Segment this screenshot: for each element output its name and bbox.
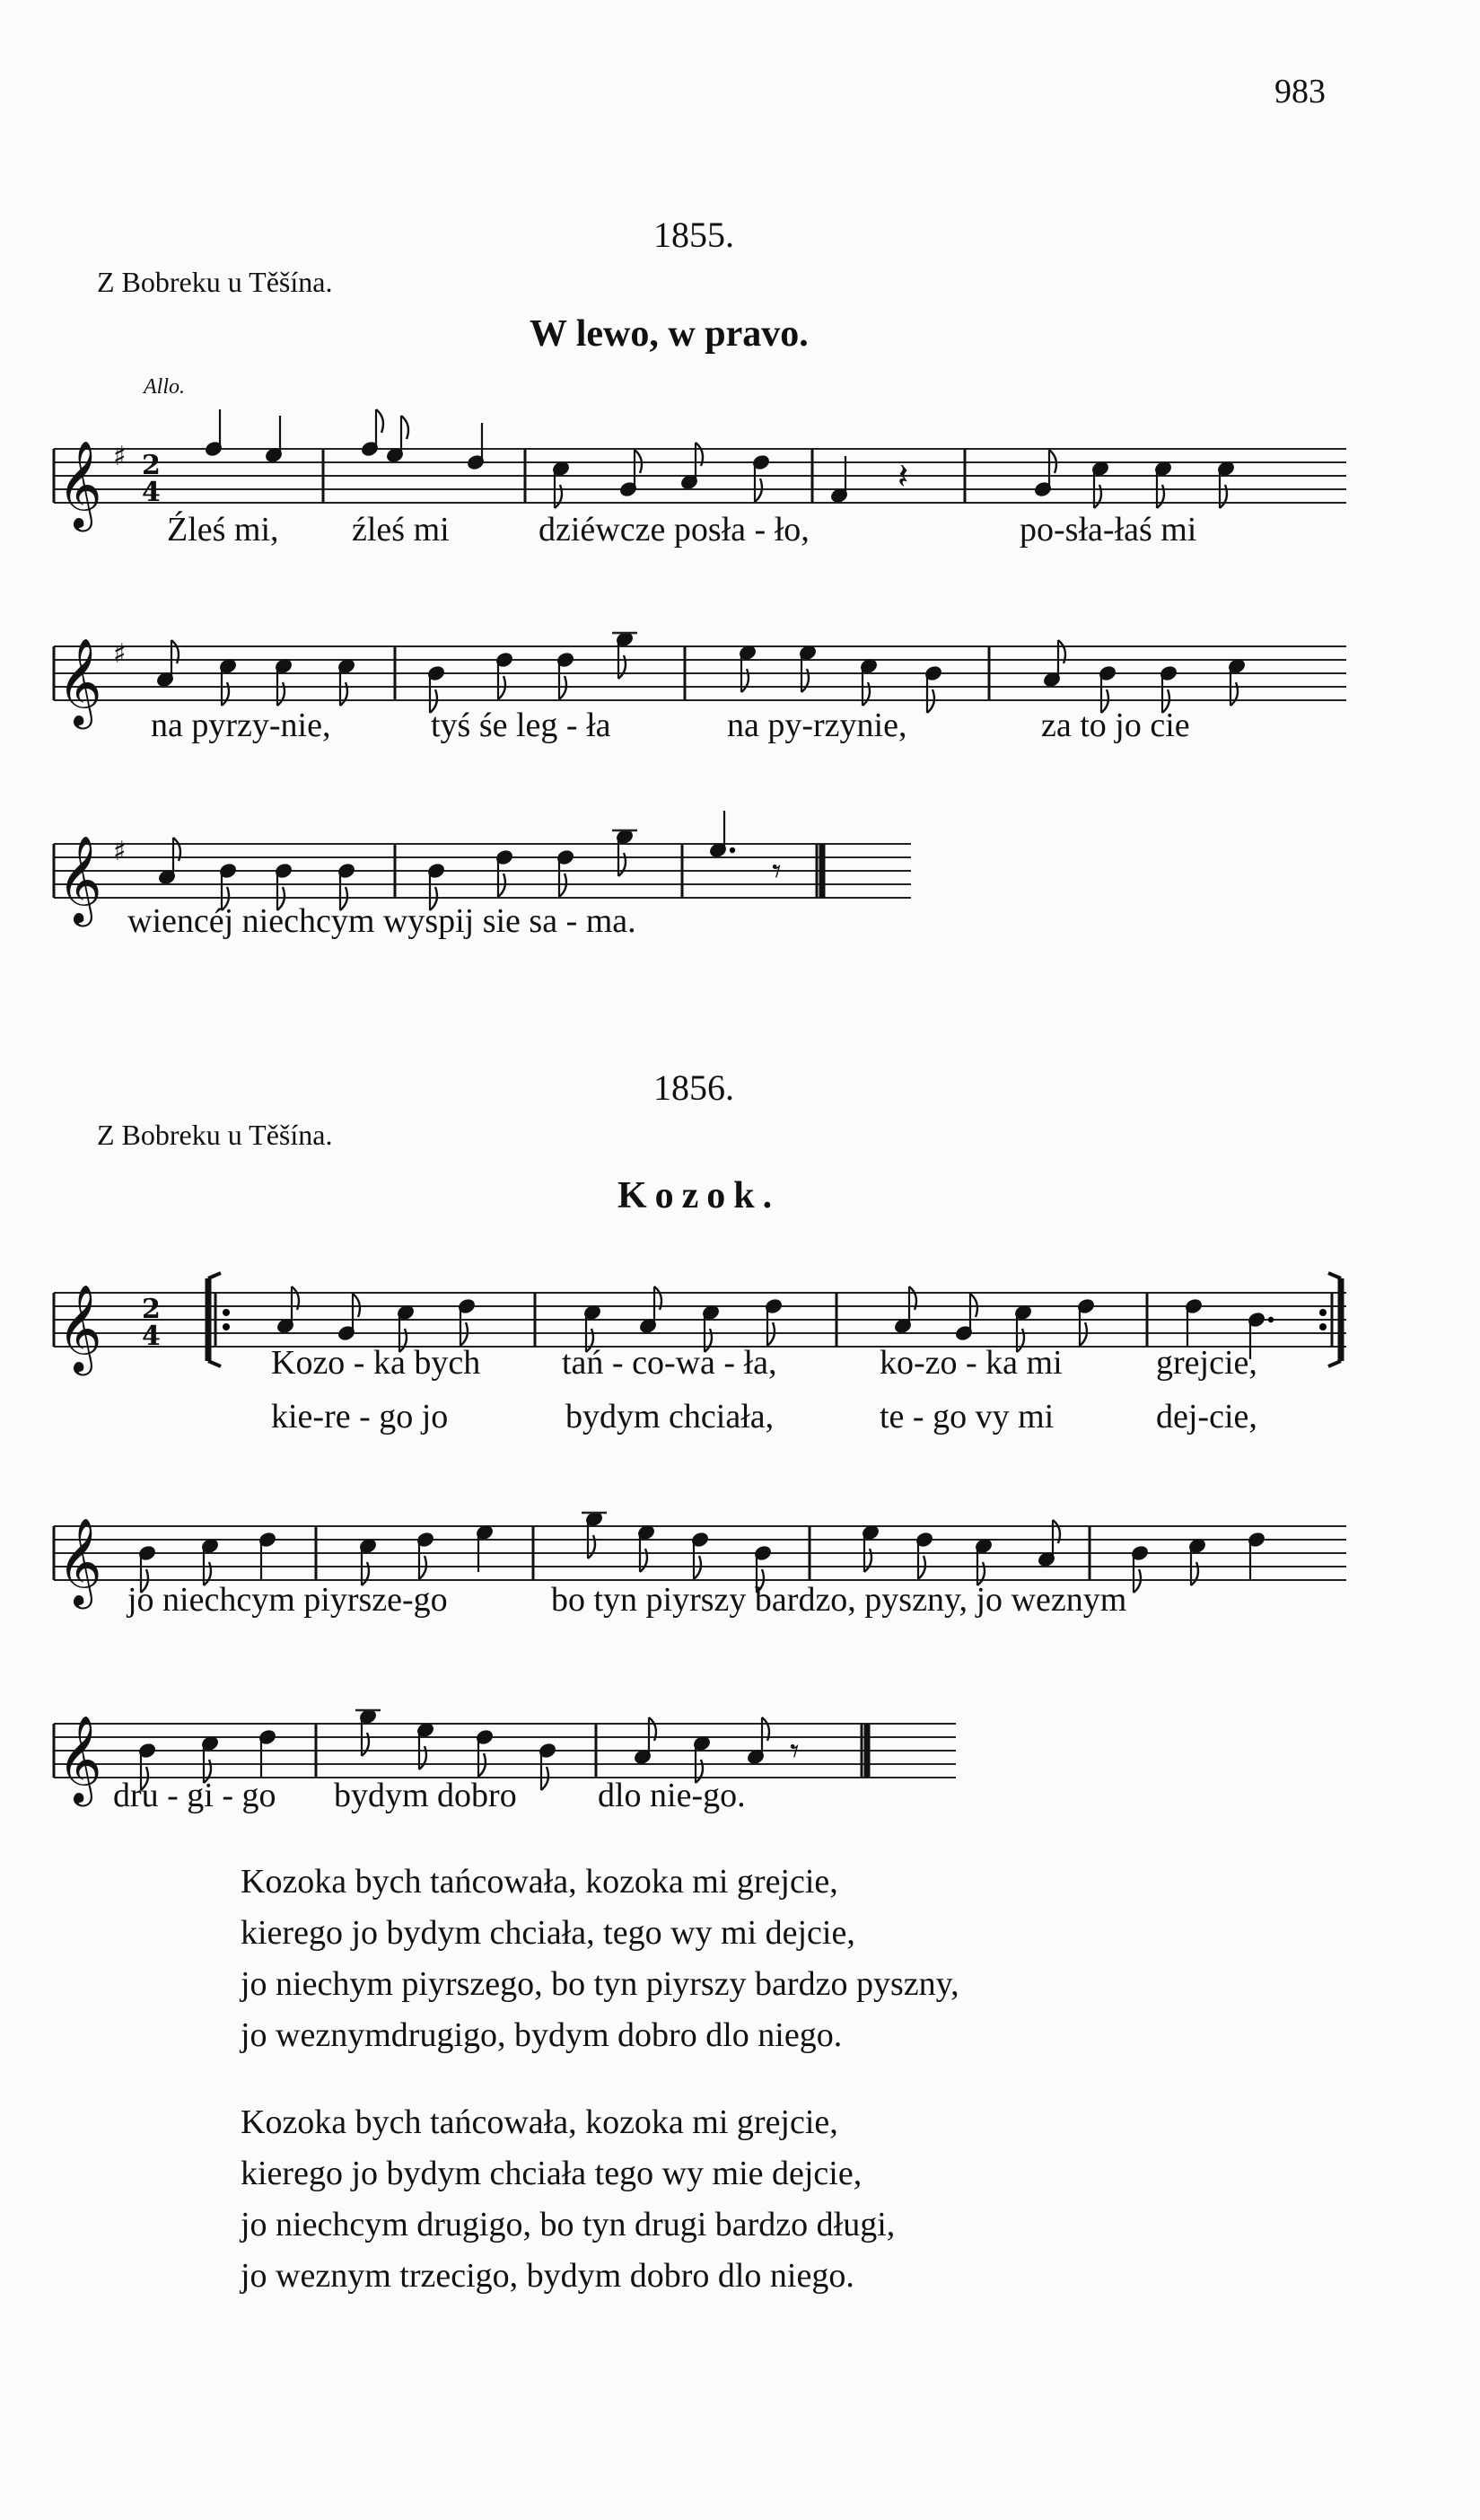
- lyric-text: dlo nie-go.: [598, 1777, 746, 1814]
- music-note: [862, 1524, 880, 1572]
- song-source: Z Bobreku u Těšína.: [97, 266, 333, 298]
- music-note: [201, 1538, 219, 1585]
- music-note: [637, 1524, 655, 1572]
- song-number: 1855.: [653, 215, 734, 255]
- lyric-text: wiencéj niechcym wyspij sie sa - ma.: [127, 902, 636, 940]
- stanza-line: Kozoka bych tańcowała, kozoka mi grejcie,: [241, 1863, 838, 1901]
- rest-icon: 𝄾: [772, 851, 782, 892]
- music-note: [924, 665, 942, 713]
- music-note: [458, 1298, 476, 1346]
- music-note: [860, 658, 878, 706]
- treble-clef-icon: 𝄞: [57, 440, 102, 528]
- time-signature-bottom: 4: [142, 1321, 161, 1352]
- music-note: [1131, 1545, 1149, 1593]
- song-title: W lewo, w pravo.: [530, 313, 809, 355]
- music-note: [219, 658, 237, 706]
- song-title: Kozok.: [617, 1175, 781, 1216]
- stanza-line: Kozoka bych tańcowała, kozoka mi grejcie,: [241, 2103, 838, 2141]
- music-note: [359, 1538, 377, 1585]
- treble-clef-icon: 𝄞: [57, 835, 102, 923]
- lyric-text: źleś mi: [352, 511, 450, 549]
- lyric-text: tań - co-wa - ła,: [562, 1344, 777, 1382]
- music-note: [799, 645, 817, 692]
- lyric-text: Źleś mi,: [167, 511, 279, 549]
- lyric-text: na pyrzy-nie,: [151, 707, 331, 744]
- treble-clef-icon: 𝄞: [57, 637, 102, 725]
- music-note: [1228, 658, 1246, 706]
- time-signature-top: 2: [142, 1294, 161, 1325]
- music-note: [612, 631, 637, 679]
- lyric-text: dru - gi - go: [113, 1777, 276, 1814]
- treble-clef-icon: 𝄞: [57, 1715, 102, 1803]
- treble-clef-icon: 𝄞: [57, 1517, 102, 1605]
- lyric-text: jo niechcym piyrsze-go: [127, 1581, 448, 1619]
- stanza-line: kierego jo bydym chciała, tego wy mi dejcie,: [241, 1914, 855, 1952]
- music-note: [539, 1743, 556, 1790]
- music-note: [355, 1708, 381, 1756]
- lyric-text: bydym dobro: [334, 1777, 517, 1814]
- sharp-icon: ♯: [113, 638, 127, 670]
- music-note: [495, 849, 513, 897]
- stanza-line: jo weznym trzecigo, bydym dobro dlo niego.: [241, 2257, 854, 2295]
- tempo-marking: Allo.: [144, 375, 185, 399]
- sharp-icon: ♯: [113, 836, 127, 867]
- music-note: [709, 811, 735, 858]
- lyric-text: tyś śe leg - ła: [431, 707, 611, 744]
- music-note: [975, 1538, 993, 1585]
- music-note: [467, 423, 485, 470]
- music-note: [1091, 461, 1109, 508]
- music-note: [691, 1532, 709, 1579]
- music-note: [552, 461, 570, 508]
- music-note: [265, 416, 283, 463]
- music-note: [1217, 461, 1235, 508]
- lyric-text: bo tyn piyrszy bardzo, pyszny, jo weznym: [551, 1581, 1127, 1619]
- stanza-line: kierego jo bydym chciała tego wy mie dejcie,: [241, 2155, 863, 2192]
- lyric-text: te - go vy mi: [880, 1398, 1055, 1436]
- music-note: [495, 652, 513, 699]
- sharp-icon: ♯: [113, 441, 127, 472]
- music-note: [612, 829, 637, 876]
- rest-icon: 𝄽: [898, 456, 909, 497]
- stanza-line: jo niechcym drugigo, bo tyn drugi bardzo długi,: [241, 2206, 896, 2243]
- music-note: [752, 454, 770, 502]
- music-note: [416, 1722, 434, 1769]
- rest-icon: 𝄾: [790, 1731, 800, 1772]
- lyric-text: ko-zo - ka mi: [880, 1344, 1063, 1382]
- time-signature-top: 2: [142, 450, 161, 481]
- stanza: [241, 1857, 959, 2061]
- music-note: [1077, 1298, 1095, 1346]
- lyric-text: Kozo - ka bych: [271, 1344, 481, 1382]
- music-note: [275, 658, 293, 706]
- music-note: [582, 1511, 607, 1559]
- music-note: [1188, 1538, 1206, 1585]
- song-number: 1856.: [653, 1067, 734, 1108]
- music-note: [416, 1532, 434, 1579]
- music-note: [765, 1298, 783, 1346]
- page-number: 983: [1274, 73, 1326, 110]
- lyric-text: grejcie,: [1156, 1344, 1257, 1382]
- lyric-text: na py-rzynie,: [727, 707, 907, 744]
- treble-clef-icon: 𝄞: [57, 1284, 102, 1372]
- music-note: [258, 1729, 276, 1777]
- music-note: [258, 1532, 276, 1579]
- music-note: [476, 1729, 494, 1777]
- music-note: [556, 849, 574, 897]
- music-note: [476, 1524, 494, 1572]
- lyric-text: bydym chciała,: [565, 1398, 775, 1436]
- lyric-text: po-sła-łaś mi: [1020, 511, 1197, 549]
- song-source: Z Bobreku u Těšína.: [97, 1119, 333, 1151]
- music-note: [739, 645, 757, 692]
- stanza-line: jo weznymdrugigo, bydym dobro dlo niego.: [241, 2016, 843, 2054]
- stanza: [241, 2097, 895, 2302]
- music-note: [1185, 1298, 1203, 1346]
- music-note: [556, 652, 574, 699]
- music-note: [337, 658, 355, 706]
- lyric-text: kie-re - go jo: [271, 1398, 449, 1436]
- lyric-text: dej-cie,: [1156, 1398, 1257, 1436]
- time-signature-bottom: 4: [142, 477, 161, 508]
- music-note: [1248, 1532, 1265, 1579]
- lyric-text: za to jo cie: [1041, 707, 1190, 744]
- music-note: [205, 409, 223, 457]
- music-note: [915, 1532, 933, 1579]
- music-note: [386, 416, 408, 463]
- lyric-text: dziéwcze posła - ło,: [539, 511, 810, 549]
- stanza-line: jo niechym piyrszego, bo tyn piyrszy bardzo pyszny,: [241, 1965, 959, 2003]
- music-note: [1154, 461, 1172, 508]
